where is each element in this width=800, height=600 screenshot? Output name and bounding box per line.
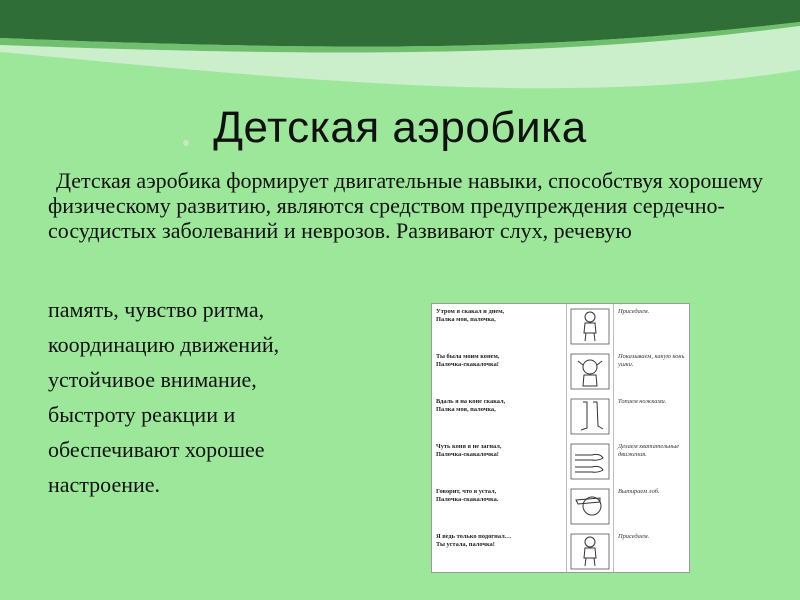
poem-row [432,529,689,573]
poem-row [432,349,689,394]
verse-text: Ты была моим конем, Палочка-скакалочка! [436,353,500,368]
verse-text: Вдаль я на коне скакал, Палка моя, палочка, [436,398,506,413]
text-line: устойчивое внимание, [48,367,257,392]
intro-paragraph [48,168,768,243]
exercise-poem-table [431,303,690,573]
verse-text: Чуть коня я не загнал, Палочка-скакалочка! [436,443,502,458]
verse-text: Я ведь только подогнал… Ты устала, палочка! [436,533,512,548]
text-line: обеспечивают хорошее [48,437,265,462]
child-squat-illustration [570,308,610,345]
action-text: Показываем, какую конь ушки. [618,353,685,368]
poem-row [432,304,689,349]
child-squat-illustration [570,533,610,570]
action-text: Приседаем. [618,308,650,315]
continuation-lines [48,292,279,502]
decorative-curves [0,0,800,120]
child-wiping-forehead-illustration [570,488,610,525]
poem-row [432,484,689,529]
child-ears-illustration [570,353,610,390]
poem-row [432,439,689,484]
text-line: координацию движений, [48,332,280,357]
text-line: память, чувство ритма, [48,297,265,322]
action-text: Приседаем. [618,533,650,540]
slide-title: Детская аэробика [213,103,587,152]
text-line: настроение. [48,472,161,497]
action-text: Делаем хватательные движения. [618,443,680,458]
text-line: быстроту реакции и [48,402,236,427]
action-text: Топаем ножками. [618,398,667,405]
intro-paragraph-text: Детская аэробика формирует двигательные навыки, способствуя хорошему физическому развитию, являются средством предупреждения сердечно-сосудистых заболеваний и неврозов. Развивают слух, речевую [48,168,764,243]
action-text: Вытираем лоб. [618,488,660,495]
verse-text: Утром я скакал и днем, Палка моя, палочка, [436,308,505,323]
legs-stomping-illustration [570,398,610,435]
verse-text: Говорит, что я устал, Палочка-скакалочка. [436,488,499,503]
hands-grasping-illustration [570,443,610,480]
poem-row [432,394,689,439]
